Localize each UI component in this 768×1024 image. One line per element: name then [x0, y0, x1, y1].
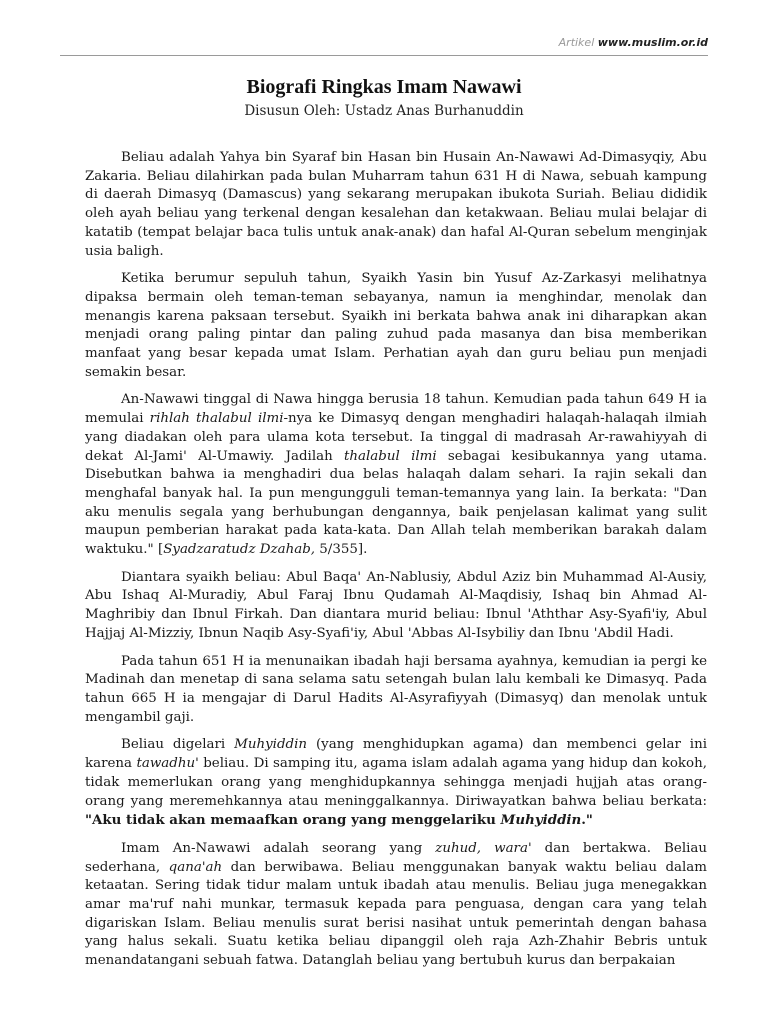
paragraph-2: Ketika berumur sepuluh tahun, Syaikh Yasin bin Yusuf Az-Zarkasyi melihatnya dipaksa bermain oleh teman-teman sebayanya, namun ia menghindar, menolak dan menangis karena paksaan tersebut. Syaikh ini berkata bahwa anak ini diharapkan akan menjadi orang paling pintar dan paling zuhud pada masanya dan bisa memberikan manfaat yang besar kepada umat Islam. Perhatian ayah dan guru beliau pun menjadi semakin besar.: [85, 271, 707, 380]
paragraph-4: Diantara syaikh beliau: Abul Baqa' An-Nablusiy, Abdul Aziz bin Muhammad Al-Ausiy, Abu Ishaq Al-Muradiy, Abul Faraj Ibnu Qudamah Al-Maqdisiy, Ishaq bin Ahmad Al-Maghribiy dan Ibnul Firkah. Dan diantara murid beliau: Ibnul 'Aththar Asy-Syafi'iy, Abul Hajjaj Al-Mizziy, Ibnun Naqib Asy-Syafi'iy, Abul 'Abbas Al-Isybiliy dan Ibnu 'Abdil Hadi.: [85, 569, 707, 641]
header-divider: [60, 55, 708, 56]
paragraph-7: Imam An-Nawawi adalah seorang yang zuhud, wara' dan bertakwa. Beliau sederhana, qana'ah dan berwibawa. Beliau menggunakan banyak waktu beliau dalam ketaatan. Sering tidak tidur malam untuk ibadah atau menulis. Beliau juga menegakkan amar ma'ruf nahi munkar, termasuk kepada para penguasa, dengan cara yang telah digariskan Islam. Beliau menulis surat berisi nasihat untuk pemerintah dengan bahasa yang halus sekali. Suatu ketika beliau dipanggil oleh raja Azh-Zhahir Bebris untuk menandatangani sebuah fatwa. Datanglah beliau yang bertubuh kurus dan berpakaian: [85, 840, 707, 969]
page-header: [0, 36, 708, 49]
paragraph-6: Beliau digelari Muhyiddin (yang menghidupkan agama) dan membenci gelar ini karena tawadhu' beliau. Di samping itu, agama islam adalah agama yang hidup dan kokoh, tidak memerlukan orang yang menghidupkannya sehingga menjadi hujjah atas orang-orang yang meremehkannya atau meninggalkannya. Diriwayatkan bahwa beliau berkata: "Aku tidak akan memaafkan orang yang menggelariku Muhyiddin.": [85, 737, 707, 829]
header-site-link[interactable]: www.muslim.or.id: [597, 36, 708, 49]
document-subtitle: Disusun Oleh: Ustadz Anas Burhanuddin: [244, 103, 524, 119]
paragraph-5: Pada tahun 651 H ia menunaikan ibadah haji bersama ayahnya, kemudian ia pergi ke Madinah dan menetap di sana selama satu setengah bulan lalu kembali ke Dimasyq. Pada tahun 665 H ia mengajar di Darul Hadits Al-Asyrafiyyah (Dimasyq) dan menolak untuk mengambil gaji.: [85, 653, 707, 725]
article-body: [85, 149, 707, 980]
quote-bold: "Aku tidak akan memaafkan orang yang menggelariku Muhyiddin.": [85, 812, 593, 829]
paragraph-1: Beliau adalah Yahya bin Syaraf bin Hasan bin Husain An-Nawawi Ad-Dimasyqiy, Abu Zakaria. Beliau dilahirkan pada bulan Muharram tahun 631 H di Nawa, sebuah kampung di daerah Dimasyq (Damascus) yang sekarang merupakan ibukota Suriah. Beliau dididik oleh ayah beliau yang terkenal dengan kesalehan dan ketakwaan. Beliau mulai belajar di katatib (tempat belajar baca tulis untuk anak-anak) dan hafal Al-Quran sebelum menginjak usia baligh.: [85, 150, 707, 259]
header-label: Artikel: [558, 36, 595, 49]
document-title: Biografi Ringkas Imam Nawawi: [246, 76, 522, 98]
paragraph-3: An-Nawawi tinggal di Nawa hingga berusia 18 tahun. Kemudian pada tahun 649 H ia memulai rihlah thalabul ilmi-nya ke Dimasyq dengan menghadiri halaqah-halaqah ilmiah yang diadakan oleh para ulama kota tersebut. Ia tinggal di madrasah Ar-rawahiyyah di dekat Al-Jami' Al-Umawiy. Jadilah thalabul ilmi sebagai kesibukannya yang utama. Disebutkan bahwa ia menghadiri dua belas halaqah dalam sehari. Ia rajin sekali dan menghafal banyak hal. Ia pun mengungguli teman-temannya yang lain. Ia berkata: "Dan aku menulis segala yang berhubungan dengannya, baik penjelasan kalimat yang sulit maupun pemberian harakat pada kata-kata. Dan Allah telah memberikan barakah dalam waktuku." [Syadzaratudz Dzahab, 5/355].: [85, 392, 708, 558]
